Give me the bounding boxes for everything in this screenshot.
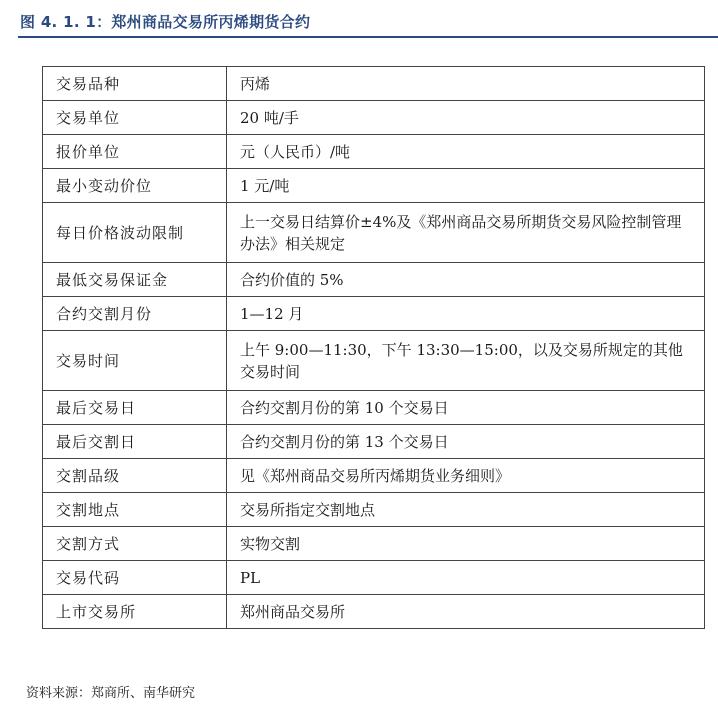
source-note: 资料来源：郑商所、南华研究 <box>26 686 196 701</box>
row-value: 上一交易日结算价±4%及《郑州商品交易所期货交易风险控制管理办法》相关规定 <box>227 203 705 263</box>
contract-spec-table <box>42 66 705 629</box>
row-label: 交割品级 <box>43 459 227 493</box>
row-value: 合约交割月份的第 10 个交易日 <box>227 391 705 425</box>
row-value: 郑州商品交易所 <box>227 595 705 629</box>
row-label: 上市交易所 <box>43 595 227 629</box>
table-row <box>43 263 705 297</box>
row-value: 上午 9:00—11:30，下午 13:30—15:00，以及交易所规定的其他交易时间 <box>227 331 705 391</box>
row-label: 最后交割日 <box>43 425 227 459</box>
table-row <box>43 561 705 595</box>
table-row <box>43 459 705 493</box>
table-row <box>43 493 705 527</box>
row-value: 元（人民币）/吨 <box>227 135 705 169</box>
row-label: 最低交易保证金 <box>43 263 227 297</box>
table-row <box>43 527 705 561</box>
row-value: 1—12 月 <box>227 297 705 331</box>
table-row <box>43 425 705 459</box>
row-label: 交易品种 <box>43 67 227 101</box>
table-row <box>43 67 705 101</box>
row-label: 合约交割月份 <box>43 297 227 331</box>
row-label: 交割方式 <box>43 527 227 561</box>
row-label: 报价单位 <box>43 135 227 169</box>
table-row <box>43 391 705 425</box>
table-row <box>43 101 705 135</box>
table-row <box>43 135 705 169</box>
figure-title: 图 4. 1. 1：郑州商品交易所丙烯期货合约 <box>20 13 311 31</box>
row-label: 每日价格波动限制 <box>43 203 227 263</box>
row-value: 20 吨/手 <box>227 101 705 135</box>
row-value: PL <box>227 561 705 595</box>
row-label: 最后交易日 <box>43 391 227 425</box>
row-value: 合约价值的 5% <box>227 263 705 297</box>
table-row <box>43 169 705 203</box>
table-row <box>43 297 705 331</box>
table-row <box>43 595 705 629</box>
table-row <box>43 203 705 263</box>
row-value: 交易所指定交割地点 <box>227 493 705 527</box>
title-divider <box>18 36 718 38</box>
row-label: 最小变动价位 <box>43 169 227 203</box>
row-label: 交易单位 <box>43 101 227 135</box>
row-label: 交易时间 <box>43 331 227 391</box>
row-value: 实物交割 <box>227 527 705 561</box>
row-value: 见《郑州商品交易所丙烯期货业务细则》 <box>227 459 705 493</box>
row-label: 交易代码 <box>43 561 227 595</box>
row-label: 交割地点 <box>43 493 227 527</box>
row-value: 合约交割月份的第 13 个交易日 <box>227 425 705 459</box>
row-value: 丙烯 <box>227 67 705 101</box>
row-value: 1 元/吨 <box>227 169 705 203</box>
table-row <box>43 331 705 391</box>
